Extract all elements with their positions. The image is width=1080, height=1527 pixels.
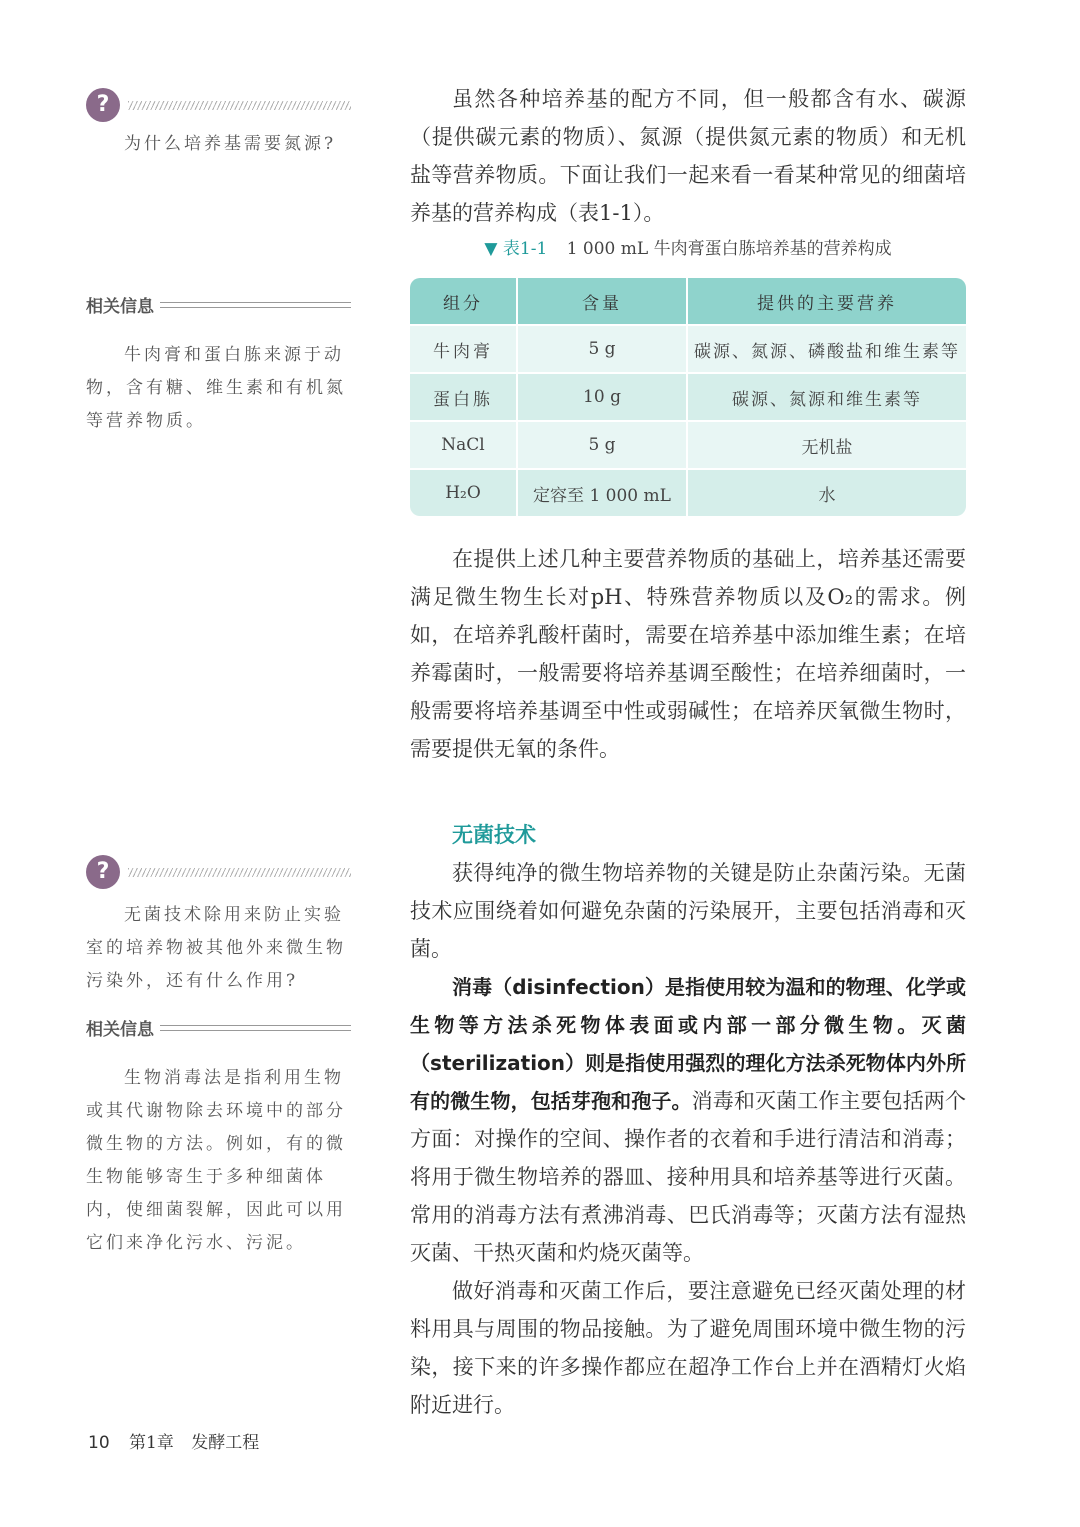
think-box-2 bbox=[86, 855, 351, 998]
paragraph-5: 做好消毒和灭菌工作后，要注意避免已经灭菌处理的材料用具与周围的物品接触。为了避免周围环境中微生物的污染，接下来的许多操作都应在超净工作台上并在酒精灯火焰附近进行。 bbox=[410, 1279, 966, 1417]
table-cell: 无机盐 bbox=[688, 422, 966, 470]
table-cell: 水 bbox=[688, 470, 966, 516]
think-question-2: 无菌技术除用来防止实验室的培养物被其他外来微生物污染外，还有什么作用? bbox=[86, 905, 346, 991]
paragraph-3: 获得纯净的微生物培养物的关键是防止杂菌污染。无菌技术应围绕着如何避免杂菌的污染展开，主要包括消毒和灭菌。 bbox=[410, 861, 966, 961]
section-title: 无菌技术 bbox=[452, 823, 536, 847]
info-text-2: 生物消毒法是指利用生物或其代谢物除去环境中的部分微生物的方法。例如，有的微生物能够寄生于多种细菌体内，使细菌裂解，因此可以用它们来净化污水、污泥。 bbox=[86, 1068, 346, 1253]
table-cell: NaCl bbox=[410, 422, 518, 470]
info-box-1 bbox=[86, 292, 351, 438]
info-text-1: 牛肉膏和蛋白胨来源于动物，含有糖、维生素和有机氮等营养物质。 bbox=[86, 345, 346, 431]
table-cell: H₂O bbox=[410, 470, 518, 516]
nutrition-table bbox=[410, 278, 966, 516]
paragraph-4-rest: 消毒和灭菌工作主要包括两个方面：对操作的空间、操作者的衣着和手进行清洁和消毒；将用于微生物培养的器皿、接种用具和培养基等进行灭菌。常用的消毒方法有煮沸消毒、巴氏消毒等；灭菌方法有湿热灭菌、干热灭菌和灼烧灭菌等。 bbox=[410, 1089, 967, 1265]
table-row bbox=[410, 374, 966, 422]
info-title: 相关信息 bbox=[86, 297, 154, 317]
table-cell: 碳源、氮源、磷酸盐和维生素等 bbox=[688, 326, 966, 374]
paragraph-2: 在提供上述几种主要营养物质的基础上，培养基还需要满足微生物生长对pH、特殊营养物质以及O₂的需求。例如，在培养乳酸杆菌时，需要在培养基中添加维生素；在培养霉菌时，一般需要将培养基调至酸性；在培养细菌时，一般需要将培养基调至中性或弱碱性；在培养厌氧微生物时，需要提供无氧的条件。 bbox=[410, 547, 966, 761]
paragraph-1: 虽然各种培养基的配方不同，但一般都含有水、碳源（提供碳元素的物质）、氮源（提供氮元素的物质）和无机盐等营养物质。下面让我们一起来看一看某种常见的细菌培养基的营养构成（表1-1）。 bbox=[410, 87, 966, 225]
table-cell: 5 g bbox=[518, 422, 688, 470]
table-row bbox=[410, 422, 966, 470]
table-cell: 蛋白胨 bbox=[410, 374, 518, 422]
question-icon: ? bbox=[86, 855, 120, 889]
caption-label: 表1-1 bbox=[502, 239, 548, 259]
think-question-1: 为什么培养基需要氮源? bbox=[124, 134, 337, 154]
question-icon: ? bbox=[86, 88, 120, 122]
caption-marker: ▼ bbox=[484, 239, 498, 259]
page-footer bbox=[88, 1428, 259, 1453]
table-cell: 5 g bbox=[518, 326, 688, 374]
chapter-title: 发酵工程 bbox=[191, 1433, 260, 1453]
think-box-1 bbox=[86, 88, 351, 161]
page-number: 10 bbox=[88, 1433, 110, 1453]
table-cell: 定容至 1 000 mL bbox=[518, 470, 688, 516]
table-row bbox=[410, 326, 966, 374]
definition-text: 消毒（disinfection）是指使用较为温和的物理、化学或生物等方法杀死物体表面或内部一部分微生物。灭菌（sterilization）则是指使用强烈的理化方法杀死物体内外所有的微生物，包括芽孢和孢子。 bbox=[410, 975, 966, 1113]
main-column bbox=[410, 80, 966, 1424]
hatch-divider bbox=[128, 101, 351, 110]
table-row bbox=[410, 470, 966, 516]
table-cell: 碳源、氮源和维生素等 bbox=[688, 374, 966, 422]
double-divider bbox=[160, 302, 351, 308]
table-caption bbox=[410, 234, 966, 268]
table-cell: 10 g bbox=[518, 374, 688, 422]
info-box-2 bbox=[86, 1015, 351, 1260]
table-header: 组分 bbox=[410, 278, 518, 326]
table-cell: 牛肉膏 bbox=[410, 326, 518, 374]
caption-text: 1 000 mL 牛肉膏蛋白胨培养基的营养构成 bbox=[566, 239, 892, 259]
double-divider bbox=[160, 1025, 351, 1031]
paragraph-4 bbox=[410, 968, 966, 1272]
table-header: 提供的主要营养 bbox=[688, 278, 966, 326]
info-title: 相关信息 bbox=[86, 1020, 154, 1040]
chapter-label: 第1章 bbox=[129, 1433, 174, 1453]
hatch-divider bbox=[128, 868, 351, 877]
table-header: 含量 bbox=[518, 278, 688, 326]
